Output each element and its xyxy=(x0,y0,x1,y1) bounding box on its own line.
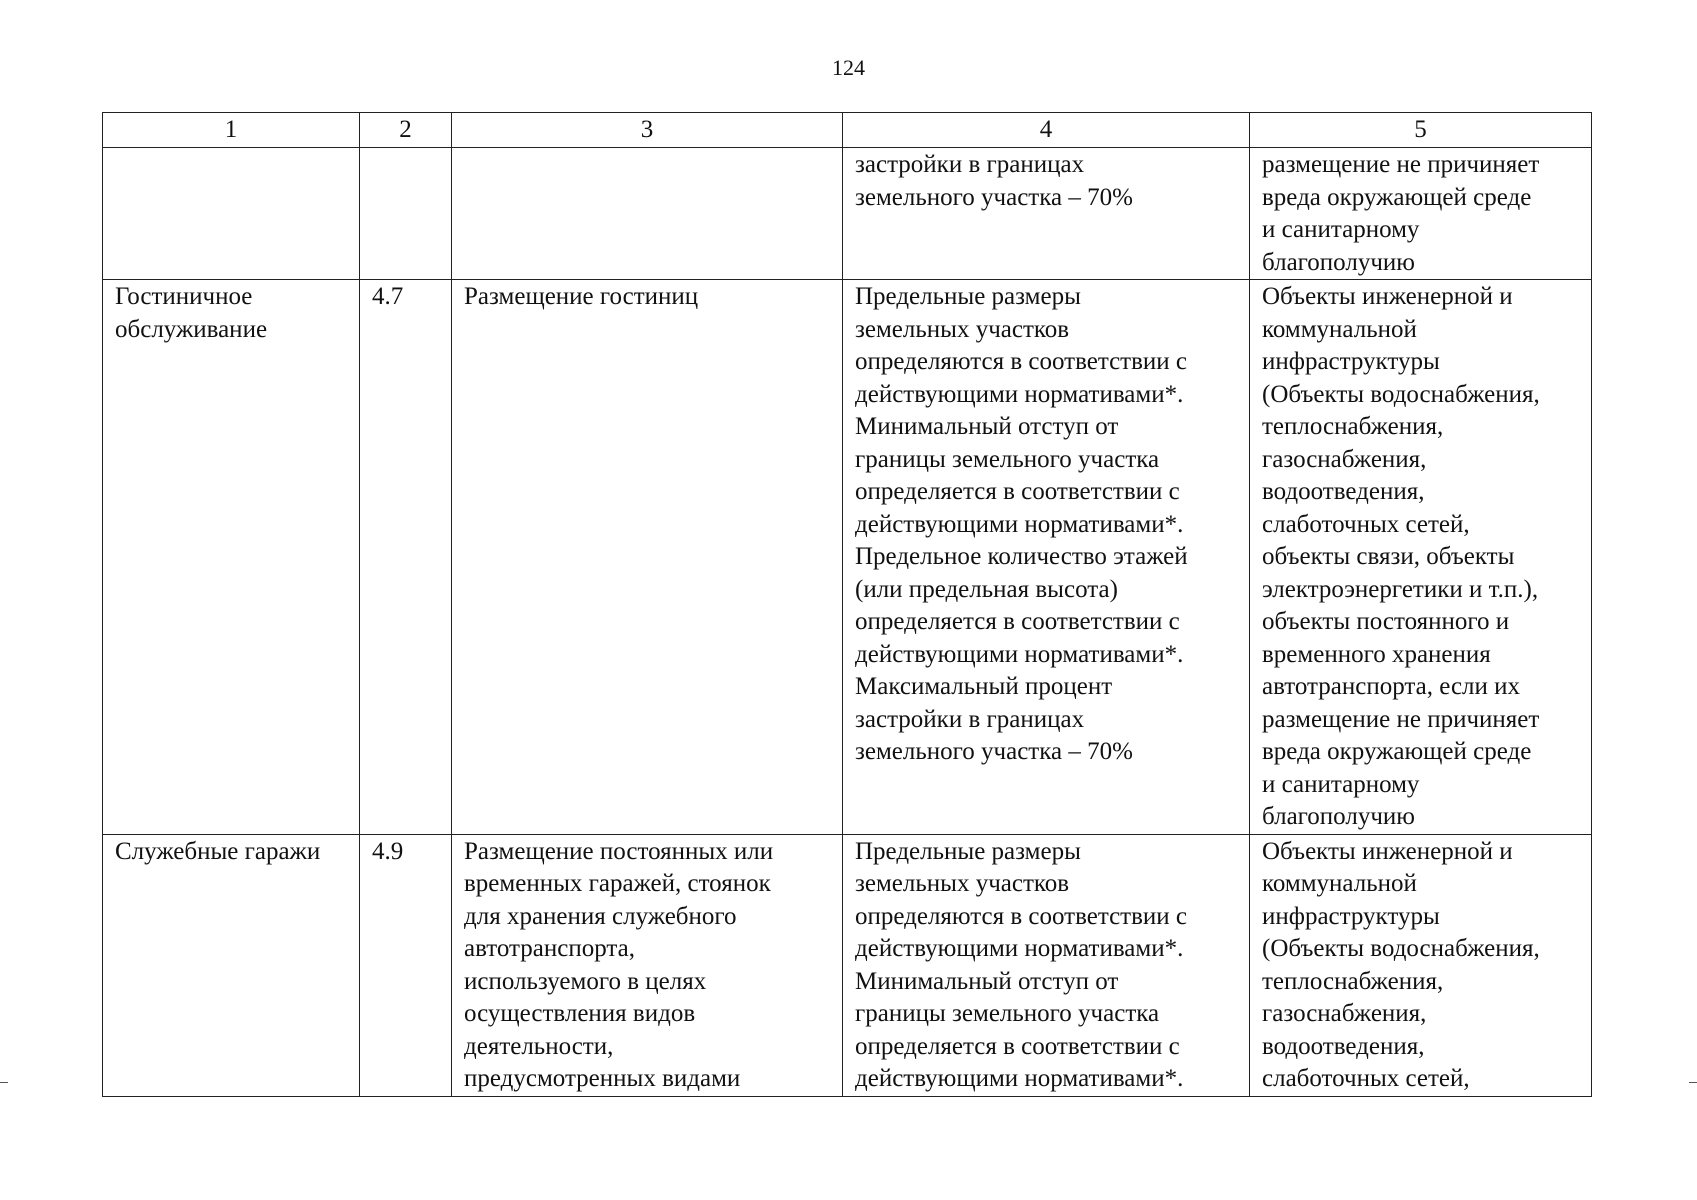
column-header-2: 2 xyxy=(360,113,452,148)
description-cell: Размещение постоянных или временных гаражей, стоянок для хранения служебного автотранспорта, используемого в целях осуществления видов деятельности, предусмотренных видами xyxy=(452,834,843,1096)
description-cell xyxy=(452,148,843,280)
use-type-cell xyxy=(103,148,360,280)
column-header-5: 5 xyxy=(1250,113,1592,148)
parameters-cell: Предельные размеры земельных участков определяются в соответствии с действующими нормативами*. Минимальный отступ от границы земельного участка определяется в соответствии с действующими нормативами*. Предельное количество этажей (или предельная высота) определяется в соответствии с действующими нормативами*. Максимальный процент застройки в границах земельного участка – 70% xyxy=(843,280,1250,835)
scan-edge-mark-right xyxy=(1689,1082,1697,1083)
code-cell xyxy=(360,148,452,280)
table-row xyxy=(103,280,1592,835)
column-header-1: 1 xyxy=(103,113,360,148)
parameters-cell: застройки в границах земельного участка – 70% xyxy=(843,148,1250,280)
auxiliary-uses-cell: Объекты инженерной и коммунальной инфраструктуры (Объекты водоснабжения, теплоснабжения, газоснабжения, водоотведения, слаботочных сетей, xyxy=(1250,834,1592,1096)
column-header-3: 3 xyxy=(452,113,843,148)
use-type-cell: Служебные гаражи xyxy=(103,834,360,1096)
column-header-4: 4 xyxy=(843,113,1250,148)
auxiliary-uses-cell: Объекты инженерной и коммунальной инфраструктуры (Объекты водоснабжения, теплоснабжения, газоснабжения, водоотведения, слаботочных сетей, объекты связи, объекты электроэнергетики и т.п.), объекты постоянного и временного хранения автотранспорта, если их размещение не причиняет вреда окружающей среде и санитарному благополучию xyxy=(1250,280,1592,835)
description-cell: Размещение гостиниц xyxy=(452,280,843,835)
code-cell: 4.7 xyxy=(360,280,452,835)
use-type-cell: Гостиничное обслуживание xyxy=(103,280,360,835)
table-row xyxy=(103,834,1592,1096)
parameters-cell: Предельные размеры земельных участков определяются в соответствии с действующими нормативами*. Минимальный отступ от границы земельного участка определяется в соответствии с действующими нормативами*. xyxy=(843,834,1250,1096)
page-number: 124 xyxy=(832,55,865,80)
auxiliary-uses-cell: размещение не причиняет вреда окружающей среде и санитарному благополучию xyxy=(1250,148,1592,280)
table-header-row xyxy=(103,113,1592,148)
code-cell: 4.9 xyxy=(360,834,452,1096)
land-use-table xyxy=(102,112,1592,1097)
table-row xyxy=(103,148,1592,280)
scan-edge-mark-left xyxy=(0,1082,8,1083)
